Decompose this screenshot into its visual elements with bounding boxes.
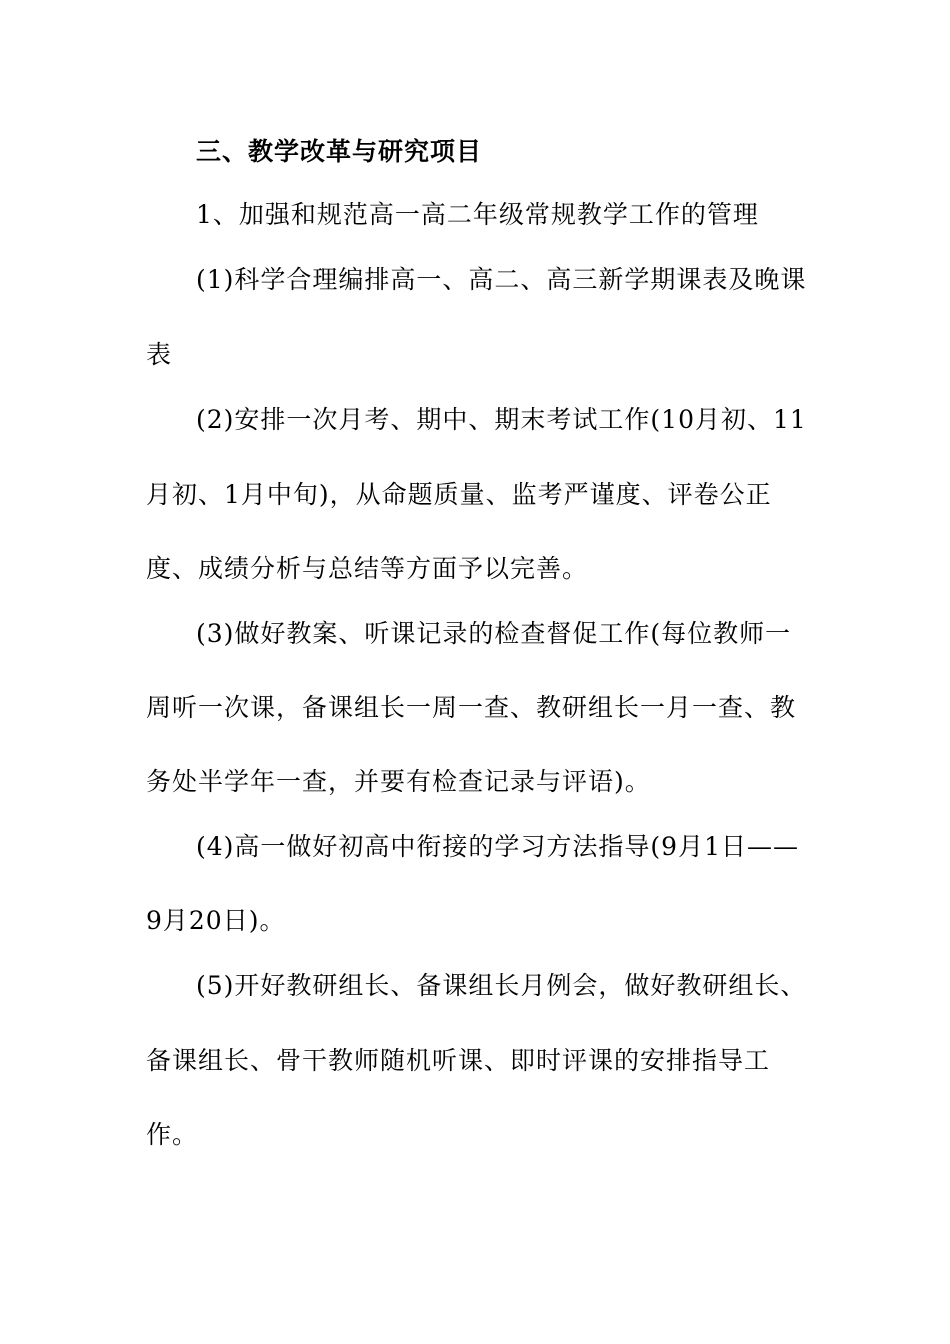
paragraph-5-line-1: (5)开好教研组长、备课组长月例会，做好教研组长、 (196, 971, 807, 1000)
paragraph-3-line-3: 务处半学年一查，并要有检查记录与评语)。 (146, 767, 651, 796)
section-heading: 三、教学改革与研究项目 (196, 137, 483, 166)
paragraph-3-line-2: 周听一次课，备课组长一周一查、教研组长一月一查、教 (146, 693, 797, 722)
paragraph-4-line-1: (4)高一做好初高中衔接的学习方法指导(9月1日—— (196, 832, 799, 861)
paragraph-5-line-2: 备课组长、骨干教师随机听课、即时评课的安排指导工 (146, 1046, 771, 1075)
paragraph-4-line-2: 9月20日)。 (146, 906, 286, 935)
paragraph-1-line-1: (1)科学合理编排高一、高二、高三新学期课表及晚课 (196, 265, 807, 294)
item-1-title: 1、加强和规范高一高二年级常规教学工作的管理 (196, 200, 759, 229)
paragraph-1-line-2: 表 (146, 340, 173, 369)
paragraph-2-line-2: 月初、1月中旬)，从命题质量、监考严谨度、评卷公正 (146, 480, 772, 509)
paragraph-2-line-3: 度、成绩分析与总结等方面予以完善。 (146, 554, 589, 583)
paragraph-3-line-1: (3)做好教案、听课记录的检查督促工作(每位教师一 (196, 619, 792, 648)
paragraph-5-line-3: 作。 (146, 1120, 199, 1149)
paragraph-2-line-1: (2)安排一次月考、期中、期末考试工作(10月初、11 (196, 405, 807, 434)
